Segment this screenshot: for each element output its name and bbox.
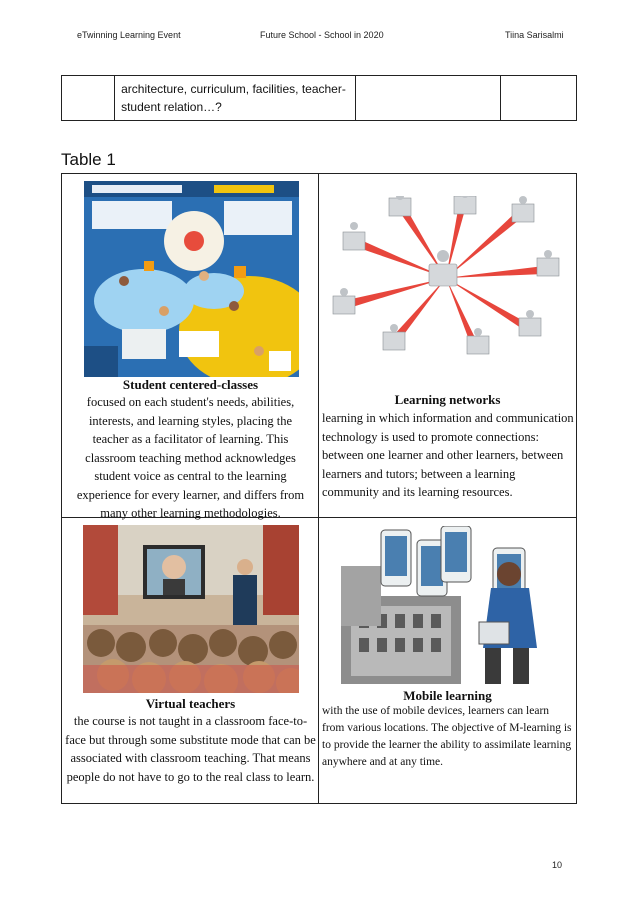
- cell-title: Student centered-classes: [122, 377, 259, 392]
- continued-table: [61, 75, 577, 121]
- image-table: [61, 173, 577, 804]
- cell-learning-networks: [319, 174, 576, 518]
- table-heading: Table 1: [61, 150, 116, 169]
- cell-description: focused on each student's needs, abilities, interests, and learning styles, placing the teacher as a facilitator of learning. This classroom teaching method acknowledges student voice as central to the learning experience for every learner, and differs from many other learning methodologies.: [76, 395, 305, 520]
- network-diagram-image: [329, 196, 564, 356]
- table-cell-empty: [500, 76, 576, 121]
- header-right: Tiina Sarisalmi: [505, 30, 564, 40]
- header-center: Future School - School in 2020: [260, 30, 384, 40]
- cell-mobile-learning: [319, 518, 576, 803]
- cell-title: Learning networks: [394, 392, 501, 407]
- cell-virtual-teachers: [62, 518, 319, 803]
- cell-description: with the use of mobile devices, learners can learn from various locations. The objective of M-learning is to provide the learner the ability to assimilate learning anywhere and at any time.: [322, 705, 572, 768]
- mobile-learning-image: [341, 526, 554, 684]
- page-number: 10: [552, 860, 563, 870]
- header-left: eTwinning Learning Event: [77, 30, 181, 40]
- table-cell-empty: [62, 76, 115, 121]
- table-cell-empty: [355, 76, 500, 121]
- cell-description: the course is not taught in a classroom face-to-face but through some substitute mode that can be associated with classroom teaching. That means people do not have to go to the real class to learn.: [65, 714, 316, 784]
- virtual-teacher-classroom-image: [83, 525, 299, 693]
- classroom-infographic-image: [84, 181, 299, 377]
- cell-title: Virtual teachers: [145, 696, 236, 711]
- table-cell-text: architecture, curriculum, facilities, teacher-student relation…?: [115, 76, 355, 121]
- cell-description: learning in which information and communication technology is used to promote connections: between one learner and other learners, between learners and tutors; between a learning community and its learning resources.: [322, 411, 574, 499]
- cell-title: Mobile learning: [403, 688, 492, 703]
- cell-student-centered: [62, 174, 319, 518]
